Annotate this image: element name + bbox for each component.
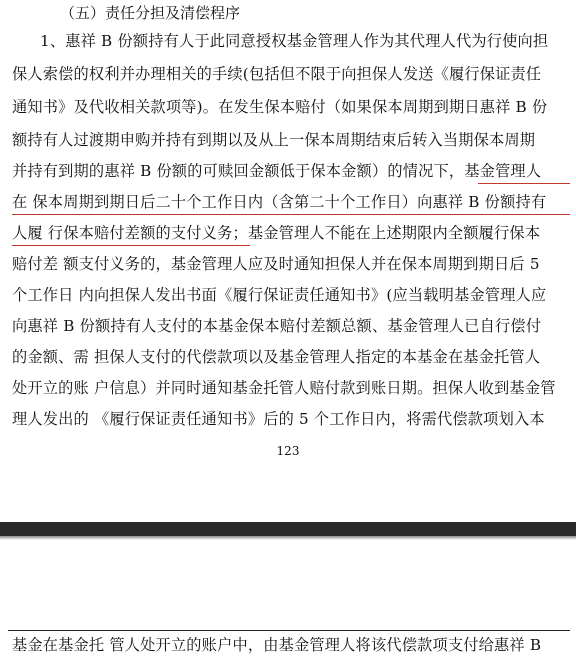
paragraph-line-1: 1、惠祥 B 份额持有人于此同意授权基金管理人作为其代理人代为行使向担 [40, 32, 549, 50]
paragraph-line-13: 理人发出的 《履行保证责任通知书》后的 5 个工作日内，将需代偿款项划入本 [12, 410, 545, 428]
page-number: 123 [276, 444, 300, 458]
section-heading: （五）责任分担及清偿程序 [60, 4, 241, 22]
paragraph-line-5: 并持有到期的惠祥 B 份额的可赎回金额低于保本金额）的情况下，基金管理人 [12, 162, 542, 180]
paragraph-line-4: 额持有人过渡期申购并持有到期以及从上一保本周期结束后转入当期保本周期 [12, 131, 536, 149]
page-break-shadow [0, 536, 576, 540]
paragraph-line-11: 的金额、需 担保人支付的代偿款项以及基金管理人指定的本基金在基金托管人 [12, 348, 541, 366]
paragraph-line-10: 向惠祥 B 份额持有人支付的本基金保本赔付差额总额、基金管理人已自行偿付 [12, 317, 542, 335]
paragraph-line-2: 保人索偿的权利并办理相关的手续(包括但不限于向担保人发送《履行保证责任 [12, 65, 542, 83]
paragraph-line-7: 人履 行保本赔付差额的支付义务；基金管理人不能在上述期限内全额履行保本 [12, 224, 541, 242]
paragraph-line-8: 赔付差 额支付义务的，基金管理人应及时通知担保人并在保本周期到期日后 5 [12, 255, 540, 273]
paragraph-line-12: 处开立的账 户信息）并同时通知基金托管人赔付款到账日期。担保人收到基金管 [12, 379, 556, 397]
page-header-rule [8, 630, 570, 631]
page-break-band [0, 522, 576, 536]
paragraph-line-6: 在 保本周期到期日后二十个工作日内（含第二十个工作日）向惠祥 B 份额持有 [12, 193, 547, 211]
paragraph-line-9: 个工作日 内向担保人发出书面《履行保证责任通知书》(应当载明基金管理人应 [12, 286, 547, 304]
highlight-underline-2 [12, 214, 570, 215]
paragraph-line-3: 通知书》及代收相关款项等)。在发生保本赔付（如果保本周期到期日惠祥 B 份 [12, 98, 548, 116]
highlight-underline-1 [478, 183, 570, 184]
next-page-first-line: 基金在基金托 管人处开立的账户中，由基金管理人将该代偿款项支付给惠祥 B [12, 636, 542, 654]
highlight-underline-3 [12, 245, 250, 246]
